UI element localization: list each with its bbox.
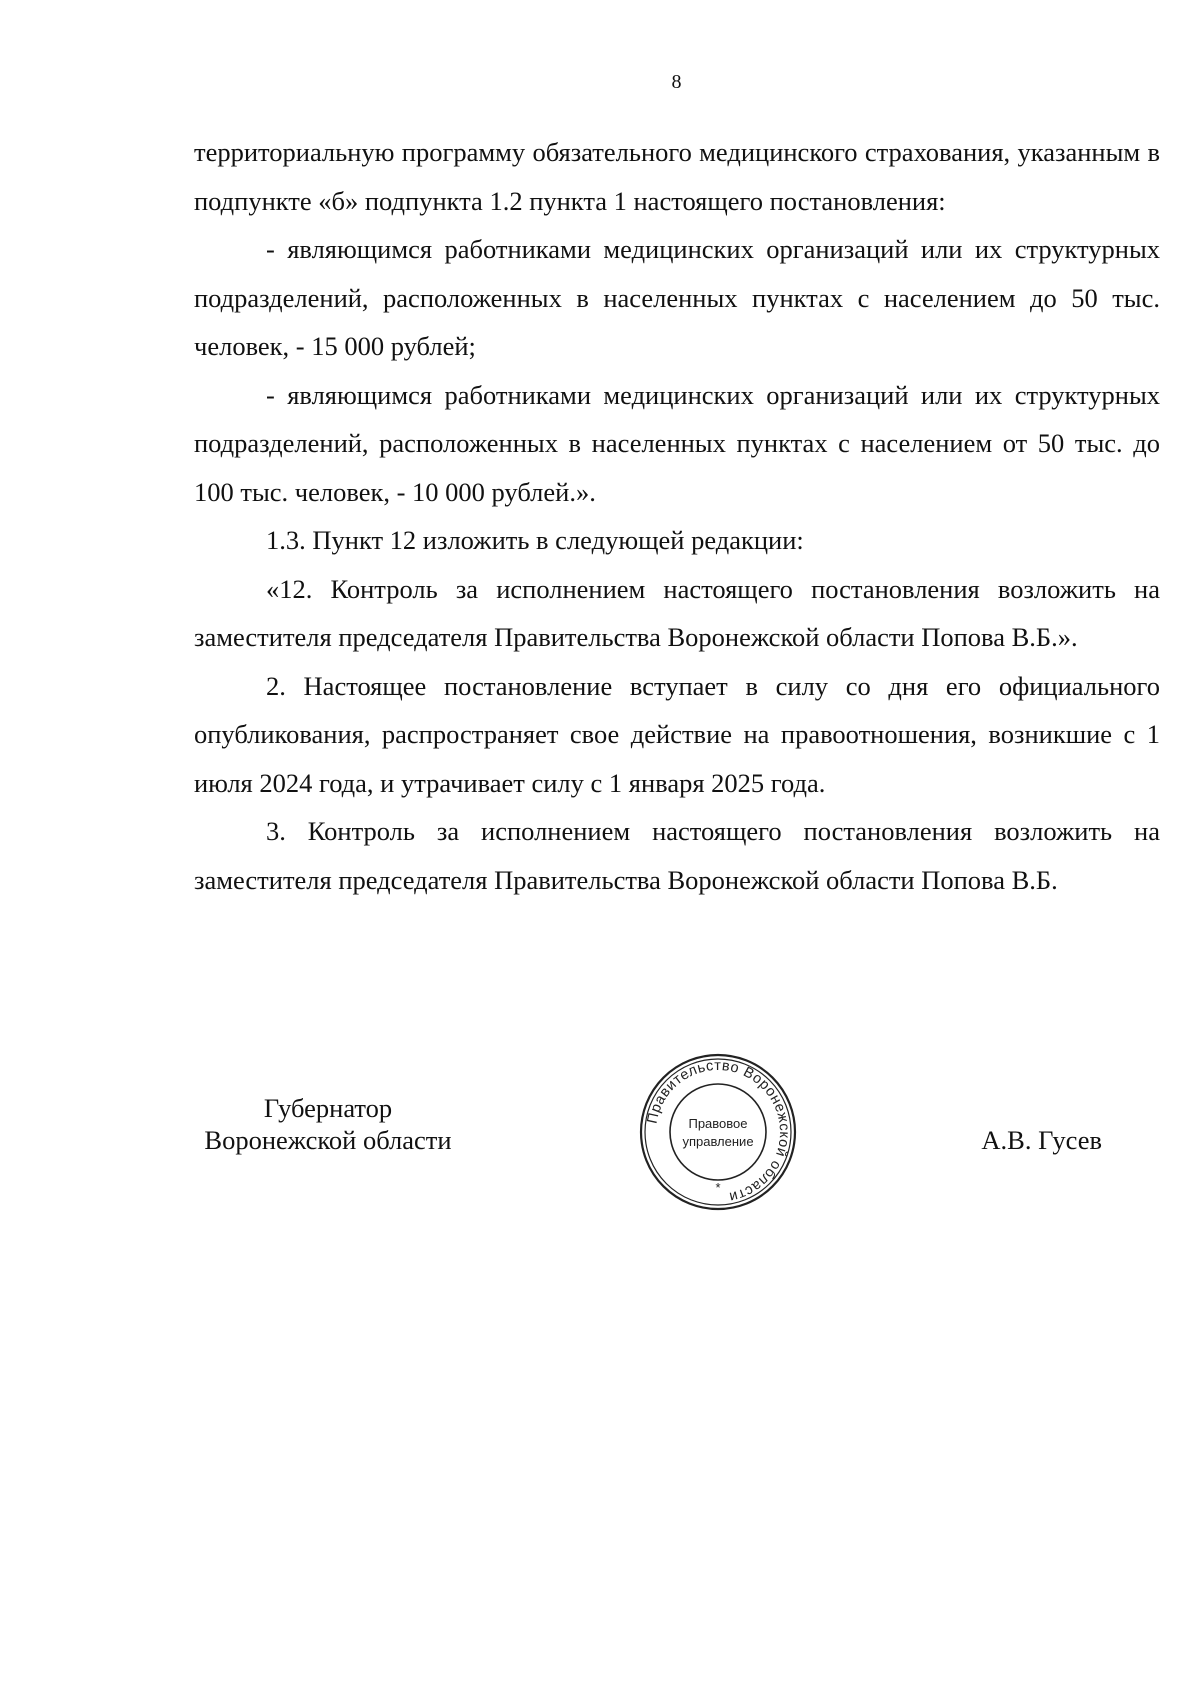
signatory-title-line1: Губернатор [263, 1093, 393, 1123]
page-number: 8 [671, 71, 682, 93]
paragraph-continuation: территориальную программу обязательного медицинского страхования, указанным в подпункте «б» подпункта 1.2 пункта 1 настоящего постановления: [194, 137, 1160, 216]
stamp-outer-text: Правительство Воронежской области [644, 1057, 793, 1205]
stamp-center-line2: управление [682, 1134, 754, 1149]
document-body [194, 128, 1160, 904]
signatory-title-line2: Воронежской области [204, 1125, 452, 1155]
signature-block [192, 1057, 1162, 1242]
stamp-center-line1: Правовое [688, 1116, 748, 1131]
stamp-star: * [715, 1180, 721, 1195]
official-stamp [638, 1052, 798, 1212]
paragraph-item-2: 2. Настоящее постановление вступает в силу со дня его официального опубликования, распространяет свое действие на правоотношения, возникшие с 1 июля 2024 года, и утрачивает силу с 1 января 2025 года. [194, 670, 1160, 798]
paragraph-bullet-2: - являющимся работниками медицинских организаций или их структурных подразделений, расположенных в населенных пунктах с населением от 50 тыс. до 100 тыс. человек, - 10 000 рублей.». [194, 379, 1160, 507]
paragraph-item-3: 3. Контроль за исполнением настоящего постановления возложить на заместителя председателя Правительства Воронежской области Попова В.Б. [194, 816, 1160, 895]
paragraph-item-12: «12. Контроль за исполнением настоящего постановления возложить на заместителя председателя Правительства Воронежской области Попова В.Б.». [194, 573, 1160, 652]
paragraph-bullet-1: - являющимся работниками медицинских организаций или их структурных подразделений, расположенных в населенных пунктах с населением до 50 тыс. человек, - 15 000 рублей; [194, 234, 1160, 361]
signatory-title [192, 1092, 464, 1156]
signatory-name: А.В. Гусев [981, 1125, 1102, 1155]
paragraph-item-1-3: 1.3. Пункт 12 изложить в следующей редакции: [266, 525, 804, 555]
